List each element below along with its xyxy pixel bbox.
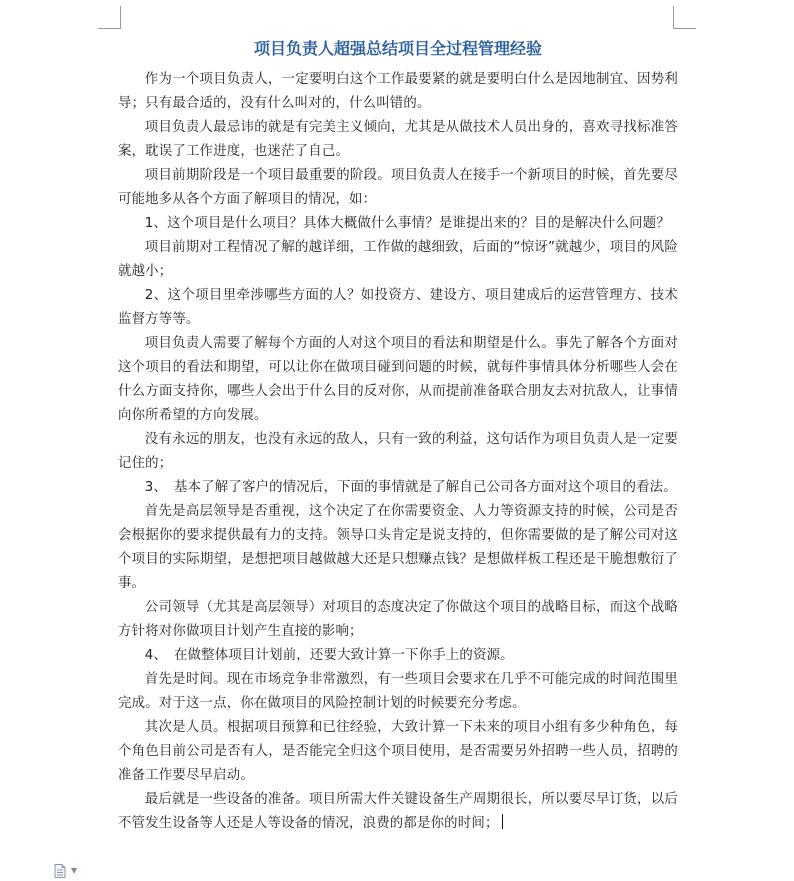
list-item: 1、这个项目是什么项目？具体大概做什么事情？是谁提出来的？目的是解决什么问题？	[144, 216, 670, 231]
paragraph: 首先是时间。现在市场竞争非常激烈，有一些项目会要求在几乎不可能完成的时间范围里完成。对于这一点，你在做项目的风险控制计划的时候要充分考虑。	[118, 672, 678, 711]
chevron-down-icon[interactable]: ▼	[71, 866, 78, 875]
paragraph: 作为一个项目负责人，一定要明白这个工作最要紧的就是要明白什么是因地制宜、因势利导；只有最合适的，没有什么叫对的，什么叫错的。	[118, 72, 678, 111]
list-item: 3、 基本了解了客户的情况后，下面的事情就是了解自己公司各方面对这个项目的看法。	[144, 480, 677, 495]
paragraph: 项目前期对工程情况了解的越详细，工作做的越细致，后面的“惊讶”就越少，项目的风险就越小；	[118, 240, 678, 279]
text-cursor	[502, 814, 503, 829]
paragraph: 项目前期阶段是一个项目最重要的阶段。项目负责人在接手一个新项目的时候，首先要尽可能地多从各个方面了解项目的情况，如：	[118, 168, 678, 207]
paragraph: 其次是人员。根据项目预算和已往经验，大致计算一下未来的项目小组有多少种角色，每个角色目前公司是否有人，是否能完全归这个项目使用，是否需要另外招聘一些人员，招聘的准备工作要尽早启动。	[118, 720, 678, 783]
paragraph-text: 最后就是一些设备的准备。项目所需大件关键设备生产周期很长，所以要尽早订货，以后不管发生设备等人还是人等设备的情况，浪费的都是你的时间；	[118, 792, 678, 831]
crop-mark-top-right	[673, 6, 696, 29]
paragraph: 项目负责人最忌讳的就是有完美主义倾向，尤其是从做技术人员出身的，喜欢寻找标准答案，耽误了工作进度，也迷茫了自己。	[118, 120, 678, 159]
paragraph-last	[118, 788, 678, 836]
document-title: 项目负责人超强总结项目全过程管理经验	[253, 39, 542, 58]
document-icon[interactable]	[54, 864, 66, 878]
paragraph: 首先是高层领导是否重视，这个决定了在你需要资金、人力等资源支持的时候，公司是否会根据你的要求提供最有力的支持。领导口头肯定是说支持的，但你需要做的是了解公司对这个项目的实际期望，是想把项目越做越大还是只想赚点钱？是想做样板工程还是干脆想敷衍了事。	[118, 504, 678, 591]
paragraph: 公司领导（尤其是高层领导）对项目的态度决定了你做这个项目的战略目标，而这个战略方针将对你做项目计划产生直接的影响；	[118, 600, 678, 639]
document-page	[118, 34, 678, 836]
paragraph: 项目负责人需要了解每个方面的人对这个项目的看法和期望是什么。事先了解各个方面对这个项目的看法和期望，可以让你在做项目碰到问题的时候，就每件事情具体分析哪些人会在什么方面支持你，哪些人会出于什么目的反对你，从而提前准备联合朋友去对抗敌人，让事情向你所希望的方向发展。	[118, 336, 678, 423]
list-item: 2、这个项目里牵涉哪些方面的人？如投资方、建设方、项目建成后的运营管理方、技术监督方等等。	[118, 288, 678, 327]
crop-mark-top-left	[98, 6, 121, 29]
list-item: 4、 在做整体项目计划前，还要大致计算一下你手上的资源。	[144, 648, 514, 663]
paragraph: 没有永远的朋友，也没有永远的敌人，只有一致的利益，这句话作为项目负责人是一定要记住的；	[118, 432, 678, 471]
